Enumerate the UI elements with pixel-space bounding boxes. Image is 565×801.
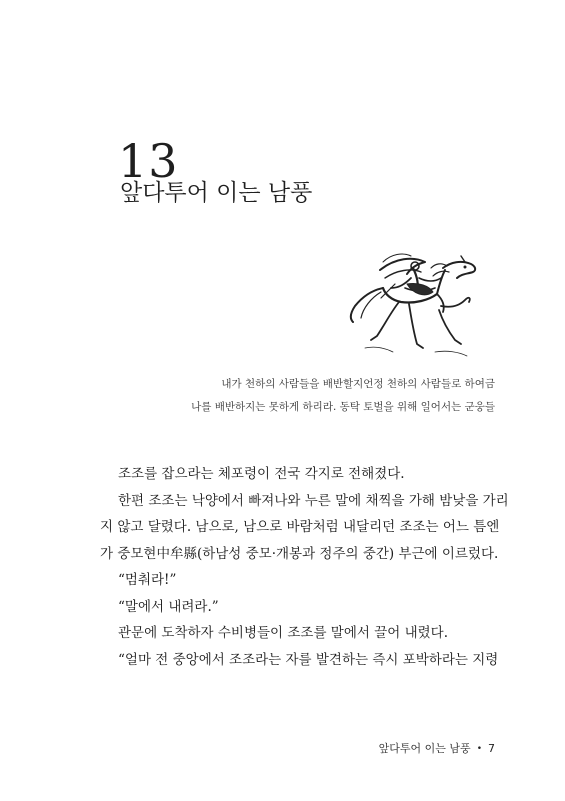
body-line: 관문에 도착하자 수비병들이 조조를 말에서 끌어 내렸다. (118, 625, 448, 641)
epigraph (135, 373, 495, 419)
body-line: 한편 조조는 낙양에서 빠져나와 누른 말에 채찍을 가해 밤낮을 가리 (118, 492, 509, 509)
body-line: “멈춰라!” (118, 572, 177, 588)
epigraph-line: 나를 배반하지는 못하게 하리라. 동탁 토벌을 위해 일어서는 군웅들 (191, 401, 495, 413)
body-line: 가 중모현中牟縣(하남성 중모·개봉과 정주의 중간) 부근에 이르렀다. (100, 545, 499, 562)
chapter-title: 앞다투어 이는 남풍 (120, 180, 313, 206)
chapter-number: 13 (118, 134, 179, 188)
page-footer (379, 740, 495, 756)
body-line: “말에서 내려라.” (118, 598, 219, 615)
body-text (100, 461, 509, 673)
body-line: 지 않고 달렸다. 남으로, 남으로 바람처럼 내달리던 조조는 어느 틈엔 (100, 519, 500, 535)
horse-rider-ink-icon (325, 248, 500, 373)
epigraph-line: 내가 천하의 사람들을 배반할지언정 천하의 사람들로 하여금 (221, 378, 495, 390)
body-line: 조조를 잡으라는 체포령이 전국 각지로 전해졌다. (118, 466, 405, 482)
body-line: “얼마 전 중앙에서 조조라는 자를 발견하는 즉시 포박하라는 지령 (118, 651, 499, 668)
page-number: 7 (488, 742, 495, 755)
footer-separator: • (476, 744, 482, 754)
running-title: 앞다투어 이는 남풍 (378, 742, 471, 755)
